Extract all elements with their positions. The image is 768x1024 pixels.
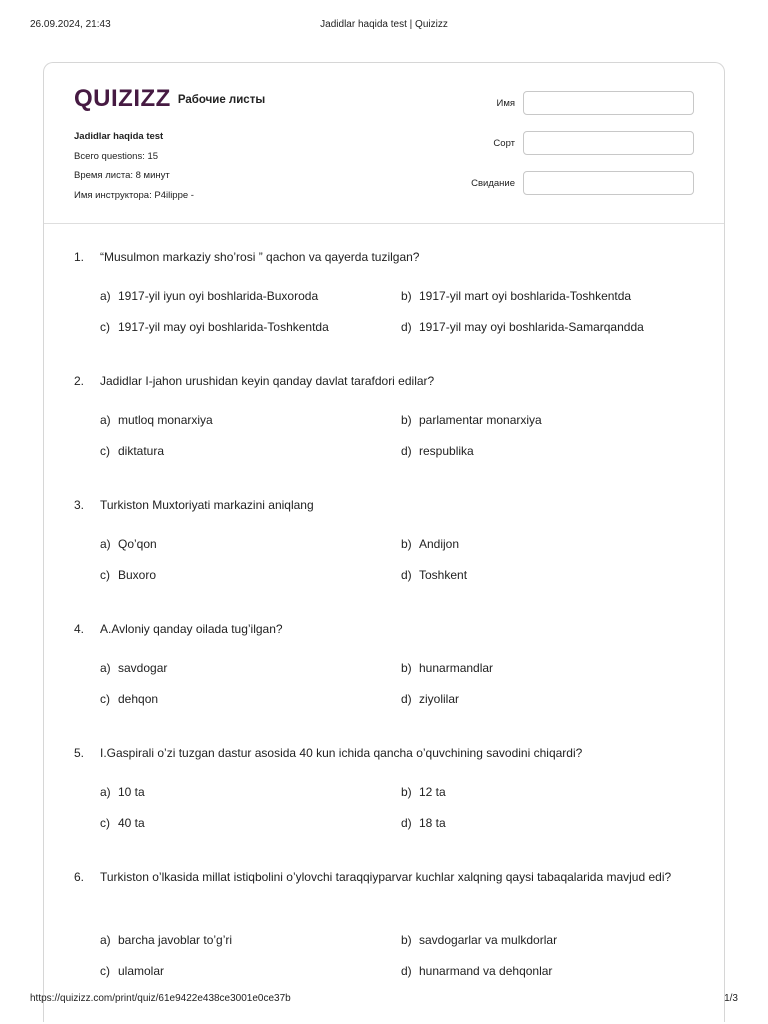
option-a [100, 785, 145, 799]
option-text: 1917-yil iyun oyi boshlarida-Buxoroda [118, 289, 319, 303]
option-b [401, 661, 493, 675]
student-fields [454, 91, 694, 211]
option-c [100, 320, 329, 334]
option-d [401, 444, 474, 458]
option-letter: d) [401, 816, 412, 830]
option-letter: c) [100, 692, 110, 706]
option-text: 1917-yil mart oyi boshlarida-Toshkentda [419, 289, 632, 303]
option-text: savdogarlar va mulkdorlar [419, 933, 558, 947]
option-c [100, 692, 158, 706]
logo-wordmark: QUIZIZZ [74, 85, 171, 112]
option-text: 40 ta [118, 816, 145, 830]
option-text: 18 ta [419, 816, 446, 830]
question-text: A.Avloniy qanday oilada tug’ilgan? [100, 622, 283, 636]
option-text: respublika [419, 444, 474, 458]
question-number: 2. [74, 374, 85, 388]
option-text: dehqon [118, 692, 159, 706]
option-text: 12 ta [419, 785, 446, 799]
option-a [100, 537, 157, 551]
quiz-meta [74, 127, 194, 205]
option-text: diktatura [118, 444, 165, 458]
sheet-time: Время листа: 8 минут [74, 170, 170, 181]
date-field[interactable] [523, 171, 694, 195]
option-text: 1917-yil may oyi boshlarida-Toshkentda [118, 320, 329, 334]
option-a [100, 289, 318, 303]
option-text: hunarmand va dehqonlar [419, 964, 553, 978]
option-letter: a) [100, 661, 111, 675]
option-letter: b) [401, 537, 412, 551]
option-letter: b) [401, 289, 412, 303]
option-letter: d) [401, 964, 412, 978]
option-text: hunarmandlar [419, 661, 494, 675]
question-number: 1. [74, 250, 85, 264]
option-text: barcha javoblar to’g’ri [118, 933, 233, 947]
option-letter: c) [100, 816, 110, 830]
option-a [100, 933, 232, 947]
logo-subtitle: Рабочие листы [177, 94, 266, 106]
option-letter: b) [401, 785, 412, 799]
option-c [100, 444, 164, 458]
question-text: Turkiston Muxtoriyati markazini aniqlang [100, 498, 314, 512]
class-field[interactable] [523, 131, 694, 155]
option-letter: d) [401, 692, 412, 706]
field-row-name [454, 91, 694, 115]
question-number: 3. [74, 498, 85, 512]
quizizz-logo [74, 85, 265, 113]
option-a [100, 413, 213, 427]
total-questions: Всего questions: 15 [74, 150, 159, 162]
question-number: 4. [74, 622, 85, 636]
option-letter: b) [401, 933, 412, 947]
option-d [401, 816, 446, 830]
print-footer [30, 993, 738, 1007]
option-text: parlamentar monarxiya [419, 413, 542, 427]
print-header [30, 19, 738, 33]
option-letter: d) [401, 320, 412, 334]
option-text: ulamolar [118, 964, 165, 978]
option-text: savdogar [118, 661, 168, 675]
option-d [401, 964, 552, 978]
option-c [100, 964, 164, 978]
date-label: Свидание [471, 177, 515, 189]
field-row-date [454, 171, 694, 195]
field-row-class [454, 131, 694, 155]
option-letter: b) [401, 413, 412, 427]
option-d [401, 320, 644, 334]
option-letter: c) [100, 444, 110, 458]
question-number: 6. [74, 870, 85, 884]
option-letter: d) [401, 444, 412, 458]
option-b [401, 289, 631, 303]
page-counter: 1/3 [724, 993, 738, 1004]
class-label: Сорт [493, 137, 515, 149]
question-text: Jadidlar I-jahon urushidan keyin qanday davlat tarafdori edilar? [100, 374, 435, 388]
option-text: 1917-yil may oyi boshlarida-Samarqandda [419, 320, 644, 334]
option-letter: c) [100, 320, 110, 334]
option-letter: c) [100, 568, 110, 582]
option-c [100, 568, 156, 582]
option-letter: d) [401, 568, 412, 582]
print-url: https://quizizz.com/print/quiz/61e9422e438ce3001e0ce37b [30, 993, 291, 1004]
option-text: Andijon [419, 537, 460, 551]
option-text: Buxoro [118, 568, 157, 582]
print-date: 26.09.2024, 21:43 [30, 19, 111, 30]
instructor-name: Имя инструктора: P4ilippe - [74, 189, 194, 201]
option-b [401, 537, 459, 551]
option-d [401, 568, 467, 582]
option-letter: b) [401, 661, 412, 675]
option-letter: a) [100, 413, 111, 427]
name-label: Имя [496, 97, 515, 109]
option-text: 10 ta [118, 785, 145, 799]
option-text: Qo’qon [118, 537, 157, 551]
name-field[interactable] [523, 91, 694, 115]
option-b [401, 785, 446, 799]
option-b [401, 933, 557, 947]
question-text: “Musulmon markaziy sho’rosi ” qachon va qayerda tuzilgan? [100, 250, 420, 264]
option-letter: a) [100, 537, 111, 551]
option-c [100, 816, 145, 830]
option-text: mutloq monarxiya [118, 413, 213, 427]
option-d [401, 692, 459, 706]
quiz-title: Jadidlar haqida test [74, 131, 164, 142]
worksheet-header [44, 63, 724, 224]
option-letter: a) [100, 785, 111, 799]
option-text: ziyolilar [419, 692, 460, 706]
question-number: 5. [74, 746, 85, 760]
question-text: I.Gaspirali o’zi tuzgan dastur asosida 40 kun ichida qancha o’quvchining savodini chiqardi? [100, 746, 583, 760]
option-letter: a) [100, 933, 111, 947]
option-a [100, 661, 167, 675]
option-text: Toshkent [419, 568, 468, 582]
option-letter: a) [100, 289, 111, 303]
question-text: Turkiston o’lkasida millat istiqbolini o’ylovchi taraqqiyparvar kuchlar xalqning qaysi tabaqalarida mavjud edi? [100, 870, 672, 884]
print-title: Jadidlar haqida test | Quizizz [320, 19, 448, 30]
option-b [401, 413, 542, 427]
option-letter: c) [100, 964, 110, 978]
